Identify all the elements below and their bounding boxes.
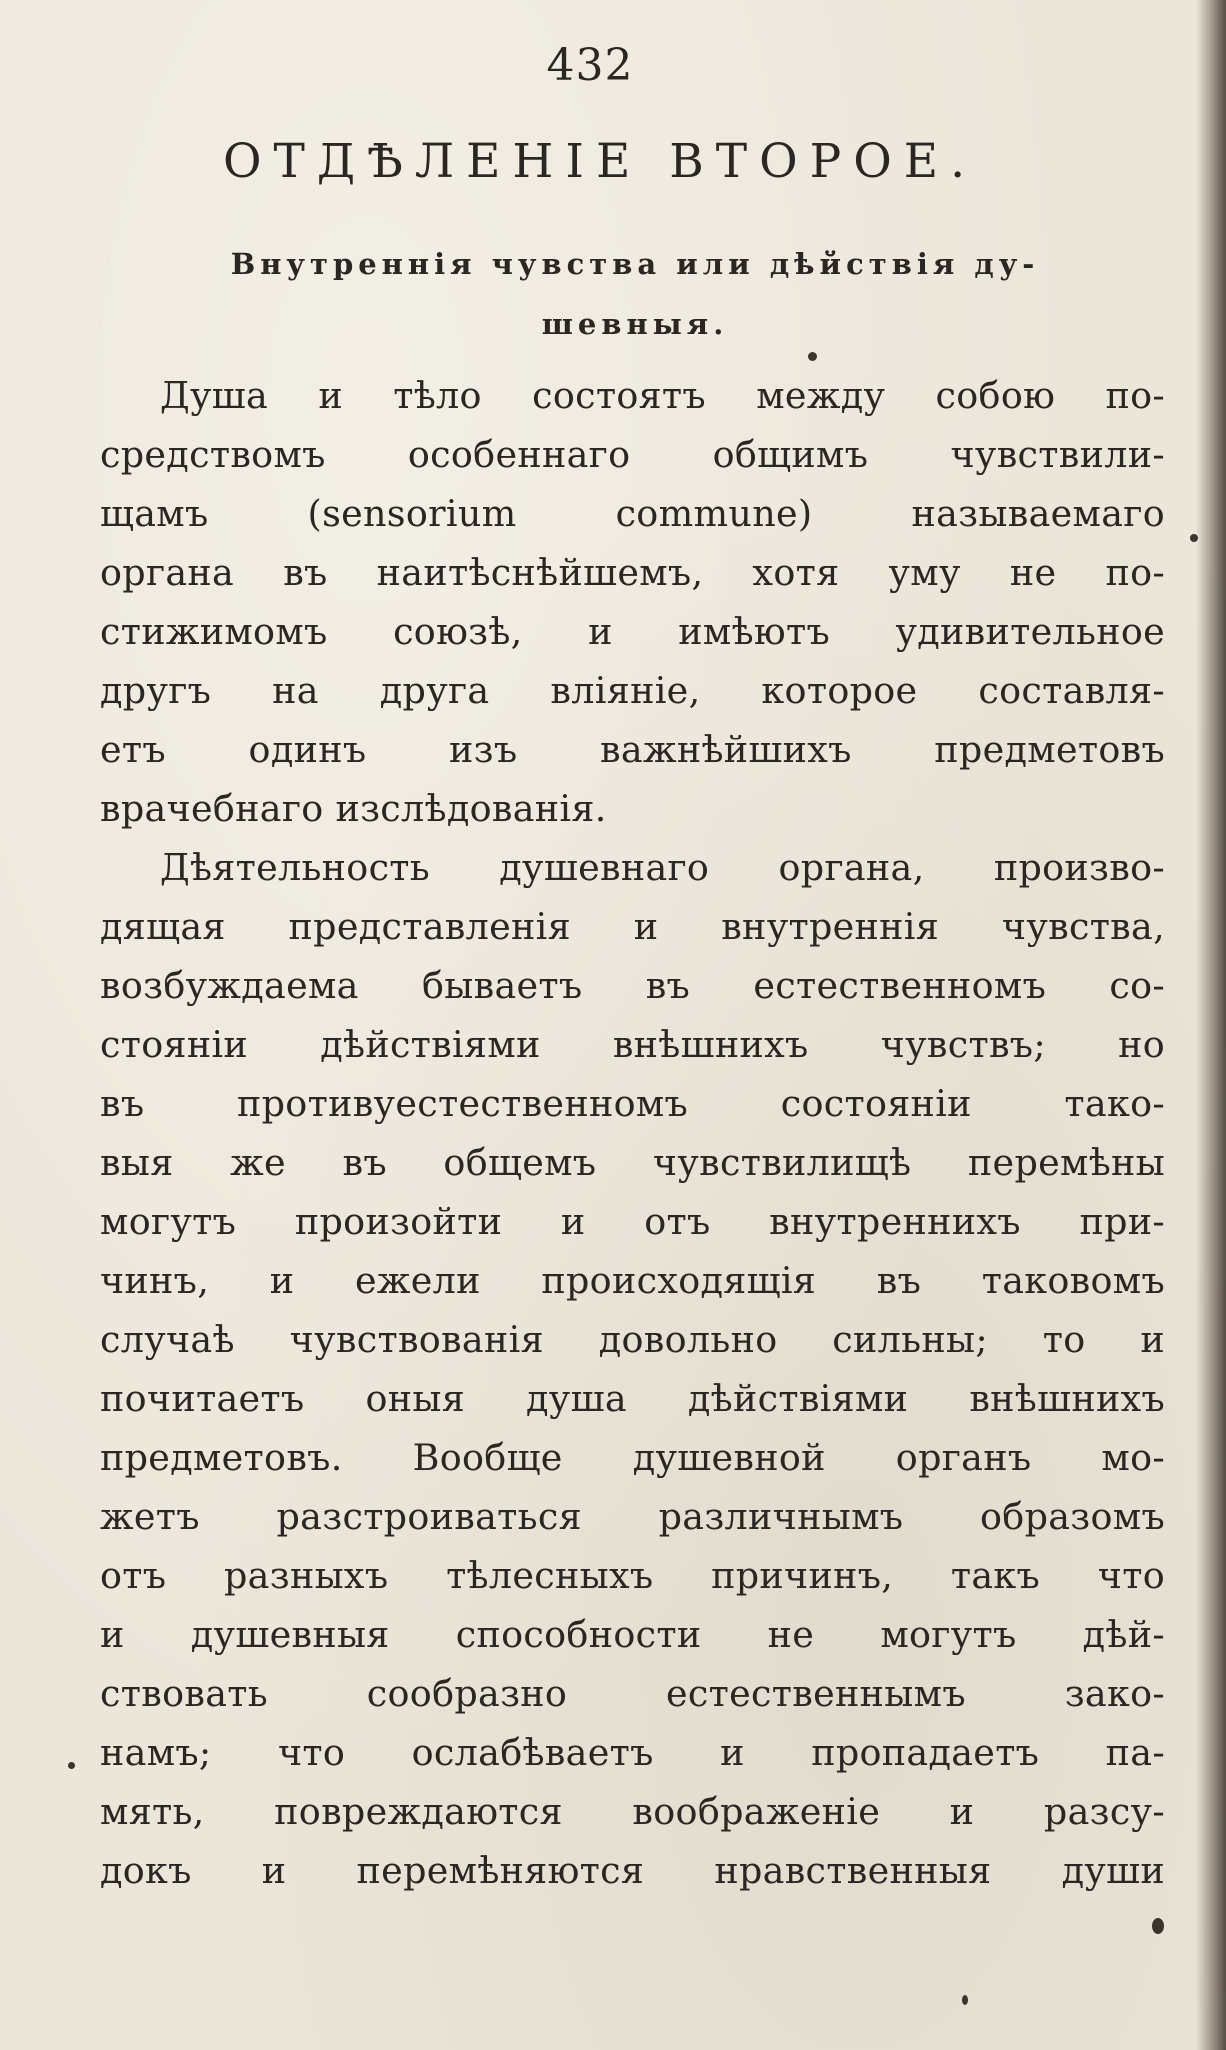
subtitle-line: Внутреннія чувства или дѣйствія ду- <box>230 247 1040 281</box>
text-line: выя же въ общемъ чувствилищѣ перемѣны <box>100 1141 1165 1184</box>
text-line: стояніи дѣйствіями внѣшнихъ чувствъ; но <box>100 1023 1165 1066</box>
paper-speck <box>962 1995 968 2005</box>
text-line: етъ одинъ изъ важнѣйшихъ предметовъ <box>100 728 1165 771</box>
text-line: щамъ (sensorium commune) называемаго <box>100 492 1165 535</box>
section-subtitle <box>120 234 1150 354</box>
section-title: ОТДѢЛЕНІЕ ВТОРОЕ. <box>222 134 978 189</box>
text-line: ствовать сообразно естественнымъ зако- <box>100 1672 1165 1715</box>
text-line: дящая представленія и внутреннія чувства, <box>100 905 1165 948</box>
text-line: мять, повреждаются воображеніе и разсу- <box>100 1790 1165 1833</box>
text-line: и душевныя способности не могутъ дѣй- <box>100 1613 1165 1656</box>
text-line: жетъ разстроиваться различнымъ образомъ <box>100 1495 1165 1538</box>
text-line: случаѣ чувствованія довольно сильны; то и <box>100 1318 1165 1361</box>
paper-speck <box>68 1762 75 1769</box>
text-line: возбуждаема бываетъ въ естественномъ со- <box>100 964 1165 1007</box>
text-line: предметовъ. Вообще душевной органъ мо- <box>100 1436 1165 1479</box>
text-line: докъ и перемѣняются нравственныя души <box>100 1849 1165 1892</box>
subtitle-line: шевныя. <box>541 307 729 341</box>
page-spine-shadow <box>1196 0 1226 2050</box>
text-line: могутъ произойти и отъ внутреннихъ при- <box>100 1200 1165 1243</box>
paper-speck <box>1152 1918 1164 1934</box>
text-line: намъ; что ослабѣваетъ и пропадаетъ па- <box>100 1731 1165 1774</box>
paper-speck <box>808 352 817 361</box>
text-line: Дѣятельность душевнаго органа, произво- <box>160 846 1165 889</box>
text-line: врачебнаго изслѣдованія. <box>100 787 607 830</box>
page-number: 432 <box>546 40 634 91</box>
text-line: отъ разныхъ тѣлесныхъ причинъ, такъ что <box>100 1554 1165 1597</box>
text-line: почитаетъ оныя душа дѣйствіями внѣшнихъ <box>100 1377 1165 1420</box>
text-line: средствомъ особеннаго общимъ чувствили- <box>100 433 1165 476</box>
text-line: Душа и тѣло состоятъ между собою по- <box>160 374 1165 417</box>
text-line: стижимомъ союзѣ, и имѣютъ удивительное <box>100 610 1165 653</box>
text-line: другъ на друга вліяніе, которое составля- <box>100 669 1165 712</box>
body-text <box>100 366 1165 1900</box>
text-line: чинъ, и ежели происходящія въ таковомъ <box>100 1259 1165 1302</box>
text-line: въ противуестественномъ состояніи тако- <box>100 1082 1165 1125</box>
text-line: органа въ наитѣснѣйшемъ, хотя уму не по- <box>100 551 1165 594</box>
